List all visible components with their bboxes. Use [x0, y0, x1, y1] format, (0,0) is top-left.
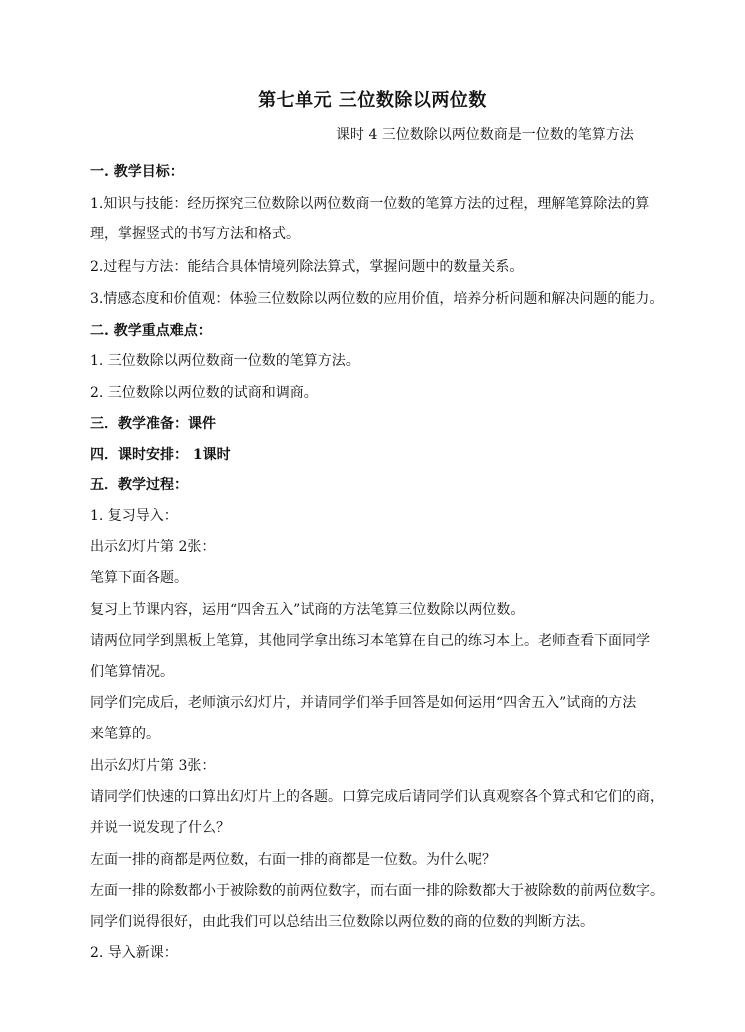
body-line: 请同学们快速的口算出幻灯片上的各题。口算完成后请同学们认真观察各个算式和它们的商，: [90, 789, 664, 805]
body-line: 3.情感态度和价值观：体验三位数除以两位数的应用价值，培养分析问题和解决问题的能力。: [90, 291, 664, 307]
body-line: 们笔算情况。: [90, 664, 174, 680]
body-line: 并说一说发现了什么？: [90, 820, 230, 836]
body-line: 出示幻灯片第 2张：: [90, 539, 216, 555]
body-line: 左面一排的商都是两位数，右面一排的商都是一位数。为什么呢？: [90, 852, 496, 868]
body-line: 2. 三位数除以两位数的试商和调商。: [90, 385, 318, 401]
section-heading: 五．教学过程：: [90, 477, 188, 493]
body-line: 左面一排的除数都小于被除数的前两位数字，而右面一排的除数都大于被除数的前两位数字。: [90, 883, 664, 899]
body-line: 笔算下面各题。: [90, 570, 188, 586]
body-line: 请两位同学到黑板上笔算，其他同学拿出练习本笔算在自己的练习本上。老师查看下面同学: [90, 633, 650, 649]
body-line: 2.过程与方法：能结合具体情境列除法算式，掌握问题中的数量关系。: [90, 259, 524, 275]
body-line: 1. 三位数除以两位数商一位数的笔算方法。: [90, 353, 360, 369]
body-line: 出示幻灯片第 3张：: [90, 758, 216, 774]
section-heading: 三．教学准备：课件: [90, 416, 216, 432]
body-line: 复习上节课内容，运用“四舍五入”试商的方法笔算三位数除以两位数。: [90, 602, 525, 618]
lesson-subtitle: 课时 4 三位数除以两位数商是一位数的笔算方法: [336, 127, 634, 143]
body-line: 同学们说得很好，由此我们可以总结出三位数除以两位数的商的位数的判断方法。: [90, 914, 594, 930]
body-line: 理，掌握竖式的书写方法和格式。: [90, 226, 300, 242]
page-title: 第七单元 三位数除以两位数: [258, 90, 487, 111]
body-line: 同学们完成后，老师演示幻灯片，并请同学们举手回答是如何运用“四舍五入”试商的方法: [90, 695, 637, 711]
body-line: 2. 导入新课：: [90, 945, 178, 961]
section-heading: 二. 教学重点难点：: [90, 323, 212, 339]
body-line: 1.知识与技能：经历探究三位数除以两位数商一位数的笔算方法的过程，理解笔算除法的算: [90, 196, 650, 212]
section-heading: 四．课时安排： 1课时: [90, 447, 231, 463]
section-heading: 一. 教学目标：: [90, 164, 184, 180]
body-line: 1. 复习导入：: [90, 508, 178, 524]
body-line: 来笔算的。: [90, 726, 160, 742]
